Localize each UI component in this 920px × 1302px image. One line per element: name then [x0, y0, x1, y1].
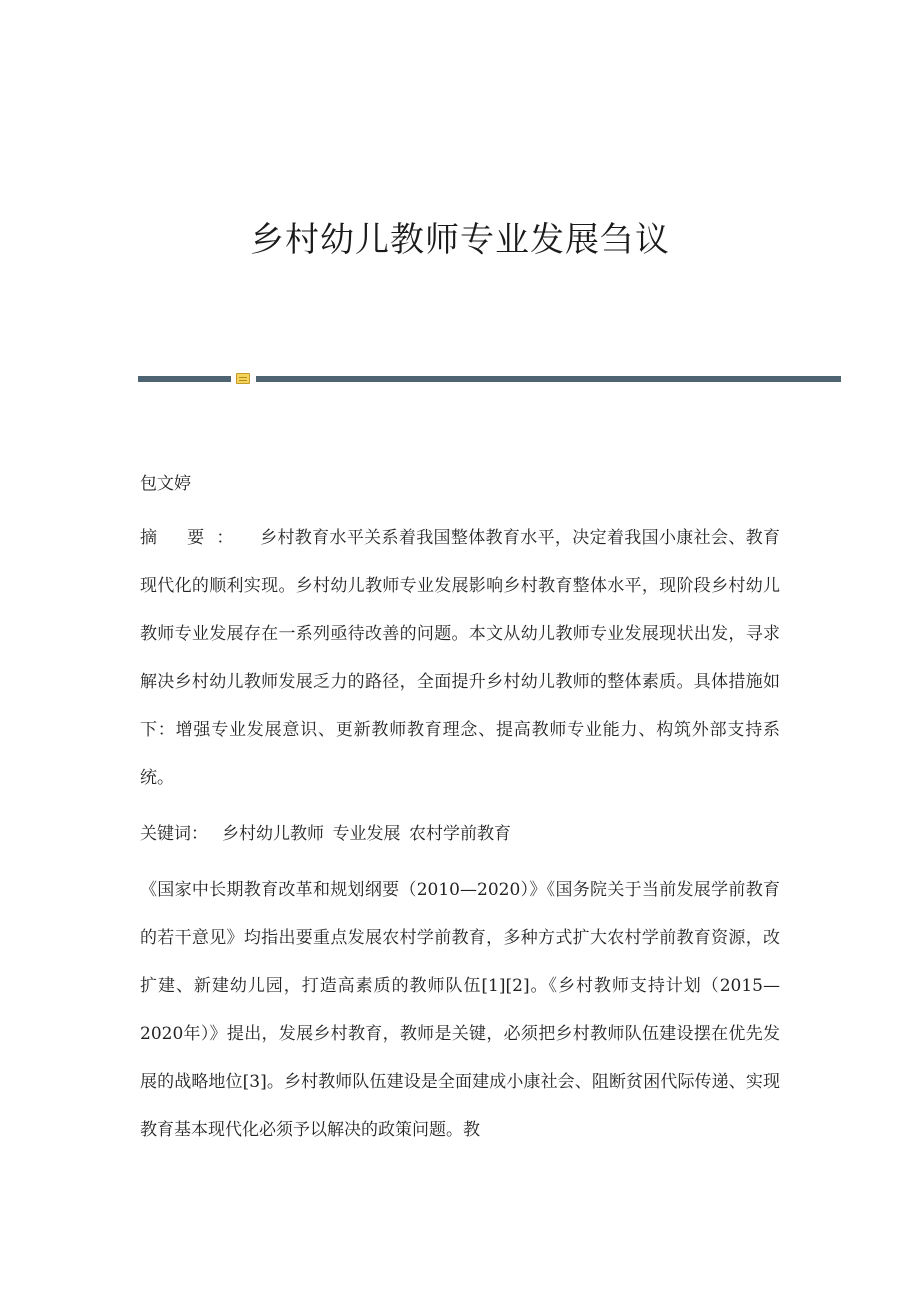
- divider-bar-right: [256, 376, 841, 382]
- document-title: 乡村幼儿教师专业发展刍议: [250, 220, 670, 260]
- keywords-label: 关键词：: [140, 824, 208, 844]
- abstract-paragraph: [140, 514, 780, 802]
- keyword-item: 专业发展: [332, 824, 401, 844]
- keyword-item: 农村学前教育: [409, 824, 511, 844]
- keywords-line: [140, 810, 780, 858]
- abstract-text: 乡村教育水平关系着我国整体教育水平，决定着我国小康社会、教育现代化的顺利实现。乡村幼儿教师专业发展影响乡村教育整体水平，现阶段乡村幼儿教师专业发展存在一系列亟待改善的问题。本文从幼儿教师专业发展现状出发，寻求解决乡村幼儿教师发展乏力的路径，全面提升乡村幼儿教师的整体素质。具体措施如下：增强专业发展意识、更新教师教育理念、提高教师专业能力、构筑外部支持系统。: [140, 528, 781, 788]
- body-paragraph: 《国家中长期教育改革和规划纲要（2010—2020）》《国务院关于当前发展学前教育的若干意见》均指出要重点发展农村学前教育，多种方式扩大农村学前教育资源，改扩建、新建幼儿园，打造高素质的教师队伍[1][2]。《乡村教师支持计划（2015—2020年）》提出，发展乡村教育，教师是关键，必须把乡村教师队伍建设摆在优先发展的战略地位[3]。乡村教师队伍建设是全面建成小康社会、阻断贫困代际传递、实现教育基本现代化必须予以解决的政策问题。教: [140, 880, 780, 1140]
- author-name: 包文婷: [140, 474, 191, 494]
- divider-bar-left: [138, 376, 231, 382]
- title-divider: [138, 373, 841, 385]
- abstract-label: 摘 要：: [140, 528, 246, 548]
- keyword-item: 乡村幼儿教师: [222, 824, 324, 844]
- envelope-icon: [236, 373, 250, 384]
